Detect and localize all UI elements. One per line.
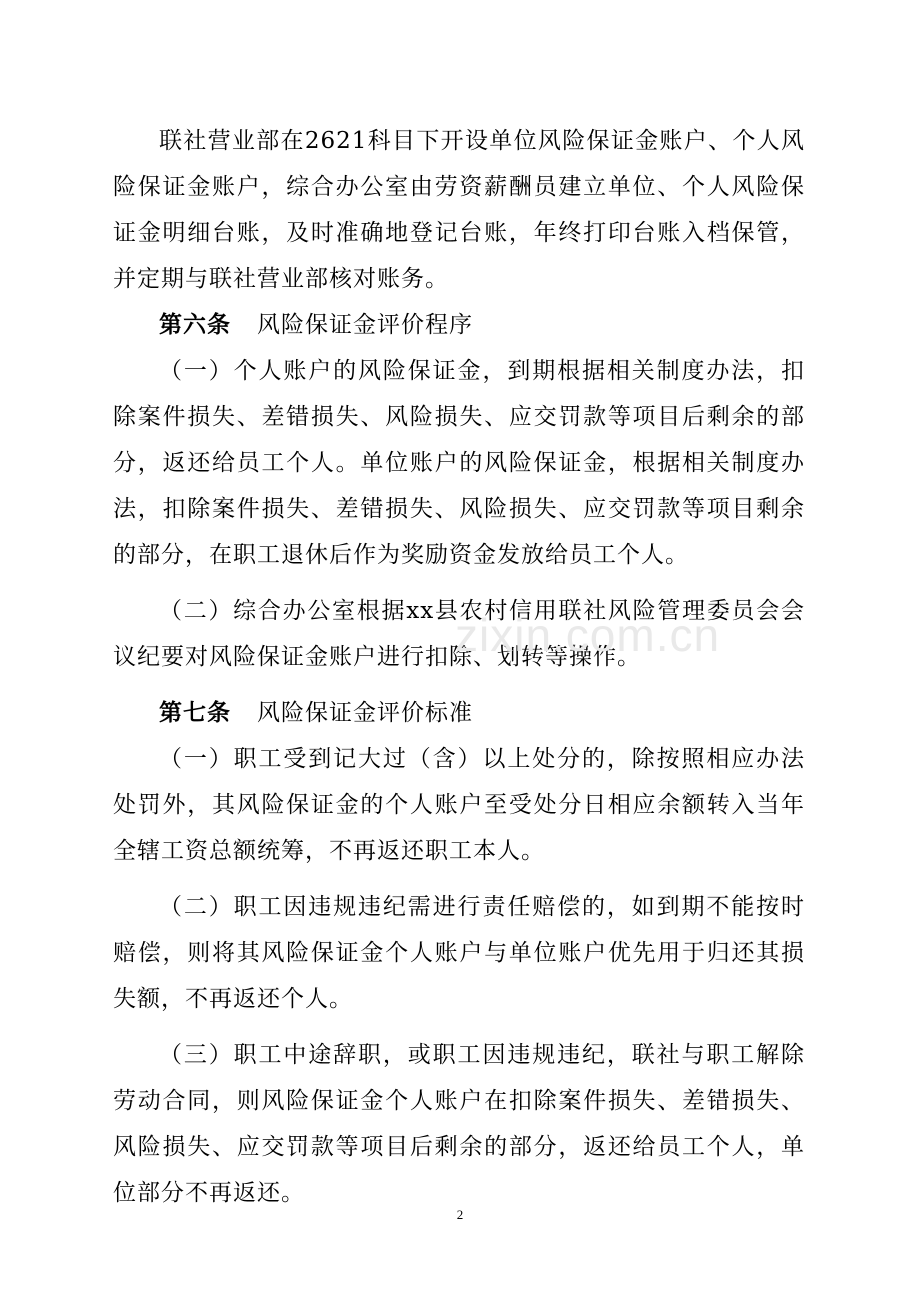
article-6-label: 第六条 [159,312,231,338]
watermark: zixin.com.cn [455,609,721,661]
page-number: 2 [456,1207,464,1222]
article-7-heading [113,690,805,736]
article-6-heading [113,302,805,348]
article-7-title: 风险保证金评价标准 [257,700,473,726]
document-body [113,118,805,1216]
article-6-item-2: （二）综合办公室根据xx县农村信用联社风险管理委员会会议纪要对风险保证金账户进行扣除、划转等操作。 [113,598,805,670]
article-7-item-3: （三）职工中途辞职，或职工因违规违纪，联社与职工解除劳动合同，则风险保证金个人账户在扣除案件损失、差错损失、风险损失、应交罚款等项目后剩余的部分，返还给员工个人，单位部分不再返还。 [113,1042,805,1206]
article-7-item-1: （一）职工受到记大过（含）以上处分的，除按照相应办法处罚外，其风险保证金的个人账户至受处分日相应余额转入当年全辖工资总额统筹，不再返还职工本人。 [113,746,805,864]
article-6-title: 风险保证金评价程序 [257,312,473,338]
article-7-label: 第七条 [159,700,231,726]
article-7-item-2: （二）职工因违规违纪需进行责任赔偿的，如到期不能按时赔偿，则将其风险保证金个人账户与单位账户优先用于归还其损失额，不再返还个人。 [113,894,805,1012]
article-6-item-1: （一）个人账户的风险保证金，到期根据相关制度办法，扣除案件损失、差错损失、风险损失、应交罚款等项目后剩余的部分，返还给员工个人。单位账户的风险保证金，根据相关制度办法，扣除案件损失、差错损失、风险损失、应交罚款等项目剩余的部分，在职工退休后作为奖励资金发放给员工个人。 [113,358,805,568]
paragraph-ledger: 联社营业部在2621科目下开设单位风险保证金账户、个人风险保证金账户，综合办公室由劳资薪酬员建立单位、个人风险保证金明细台账，及时准确地登记台账，年终打印台账入档保管，并定期与联社营业部核对账务。 [113,128,805,292]
